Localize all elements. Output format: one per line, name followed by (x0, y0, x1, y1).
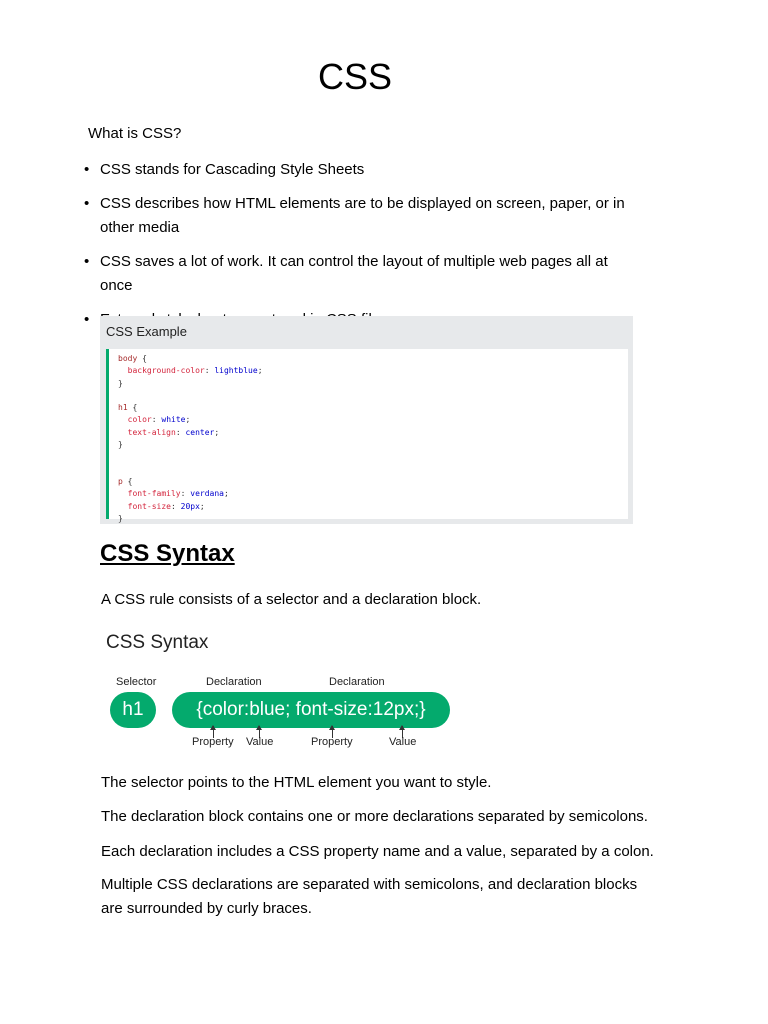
code-brace: { (137, 354, 147, 363)
code-line (118, 390, 628, 402)
code-selector: body (118, 354, 138, 363)
bullet-list (82, 158, 642, 342)
code-indent (118, 366, 128, 375)
bullet-icon: • (84, 253, 90, 270)
property-label: Property (192, 736, 234, 748)
code-selector: p (118, 476, 123, 486)
page-title: CSS (317, 56, 393, 97)
paragraph: The selector points to the HTML element you want to style. (101, 774, 492, 791)
declaration-label: Declaration (206, 676, 262, 688)
syntax-intro: A CSS rule consists of a selector and a declaration block. (101, 591, 482, 608)
bullet-icon: • (84, 195, 90, 212)
code-line (118, 464, 628, 476)
code-brace: } (118, 378, 123, 388)
value-label: Value (246, 736, 274, 748)
code-line (118, 365, 628, 377)
code-colon: : (204, 366, 215, 376)
list-item (82, 192, 642, 240)
code-property: font-family (127, 489, 181, 499)
code-line (118, 402, 628, 414)
code-colon: : (151, 415, 162, 425)
code-line (118, 439, 628, 451)
code-value: white (161, 415, 186, 425)
code-line (118, 513, 628, 525)
selector-label: Selector (116, 676, 157, 688)
code-brace: } (118, 513, 123, 523)
code-brace: { (127, 403, 138, 413)
code-indent (118, 502, 128, 511)
code-indent (118, 415, 128, 424)
code-line (118, 476, 628, 488)
code-value: lightblue (214, 366, 258, 376)
code-indent (118, 428, 128, 437)
css-example-code (106, 349, 628, 523)
code-line (118, 427, 628, 439)
code-line (118, 353, 628, 365)
code-line (118, 501, 628, 513)
code-semicolon: ; (223, 489, 229, 499)
code-line (118, 451, 628, 463)
code-colon: : (180, 489, 191, 499)
paragraph: The declaration block contains one or more declarations separated by semicolons. (101, 808, 648, 825)
paragraph: Each declaration includes a CSS property name and a value, separated by a colon. (101, 843, 654, 860)
code-selector: h1 (118, 403, 128, 413)
bullet-text: CSS describes how HTML elements are to be displayed on screen, paper, or in other media (100, 195, 625, 236)
code-line (118, 414, 628, 426)
code-line (118, 378, 628, 390)
paragraph: Multiple CSS declarations are separated with semicolons, and declaration blocks are surrounded by curly braces. (101, 876, 638, 917)
code-value: center (185, 427, 215, 437)
declaration-label: Declaration (329, 676, 385, 688)
code-property: text-align (127, 427, 176, 437)
bullet-icon: • (84, 311, 90, 328)
css-example-title: CSS Example (106, 324, 187, 339)
code-brace: { (122, 476, 133, 486)
code-semicolon: ; (199, 501, 205, 511)
selector-pill: h1 (110, 692, 156, 728)
bullet-icon: • (84, 161, 90, 178)
code-line (118, 488, 628, 500)
code-semicolon: ; (185, 415, 191, 425)
code-value: 20px (180, 501, 200, 511)
section-question: What is CSS? (88, 125, 182, 142)
code-property: font-size (127, 501, 171, 511)
declaration-pill: {color:blue; font-size:12px;} (172, 692, 450, 728)
property-label: Property (311, 736, 353, 748)
code-colon: : (175, 427, 186, 437)
value-label: Value (389, 736, 417, 748)
code-property: background-color (127, 366, 205, 376)
code-semicolon: ; (257, 366, 263, 376)
code-colon: : (171, 501, 181, 511)
code-semicolon: ; (214, 427, 220, 437)
bullet-text: CSS stands for Cascading Style Sheets (100, 161, 365, 178)
css-example-box (100, 316, 633, 524)
bullet-text: CSS saves a lot of work. It can control the layout of multiple web pages all at once (100, 253, 608, 294)
code-property: color (127, 415, 152, 425)
syntax-heading: CSS Syntax (100, 540, 235, 567)
css-syntax-diagram (100, 624, 452, 752)
code-indent (118, 489, 128, 498)
list-item (82, 250, 642, 298)
code-value: verdana (190, 489, 224, 499)
diagram-title: CSS Syntax (106, 632, 209, 653)
code-brace: } (118, 440, 123, 450)
list-item (82, 158, 642, 182)
